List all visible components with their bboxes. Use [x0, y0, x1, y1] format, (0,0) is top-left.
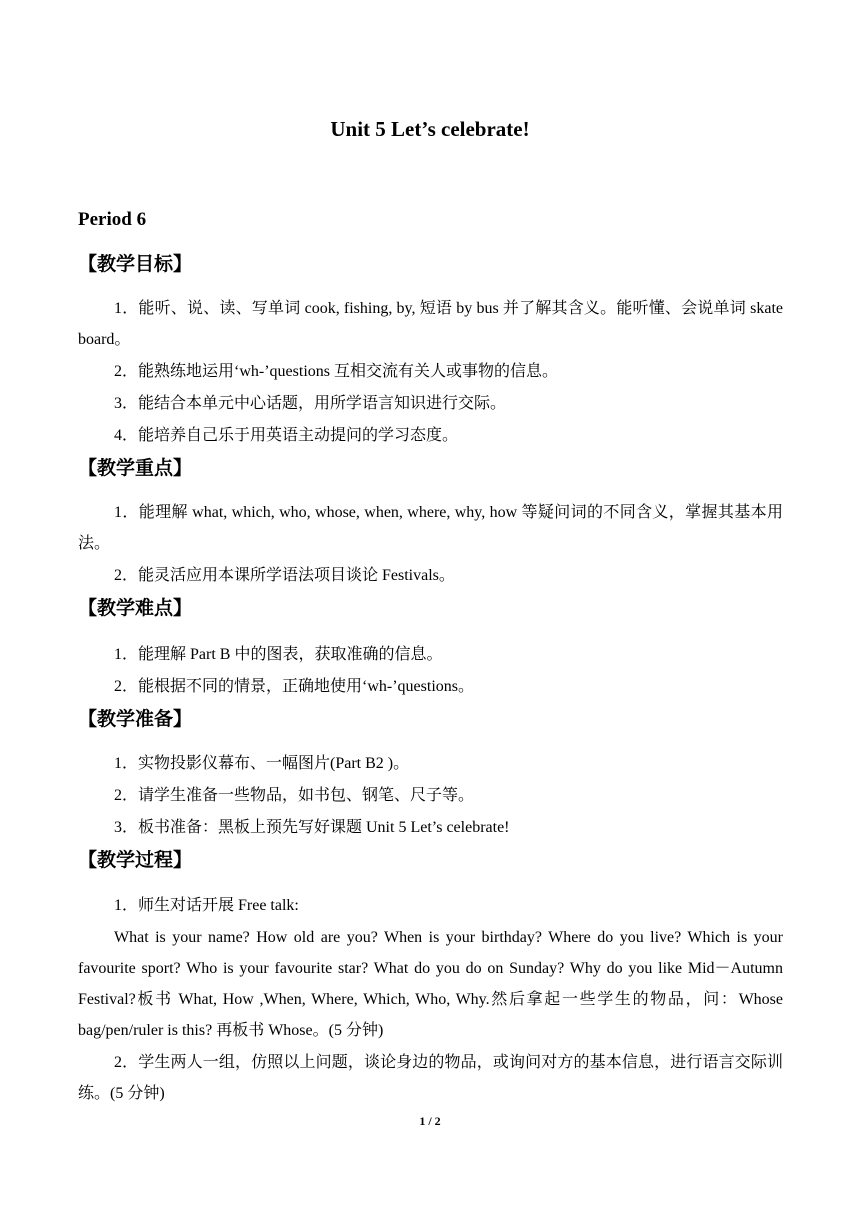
objective-item-3: 3．能结合本单元中心话题，用所学语言知识进行交际。 — [114, 395, 507, 412]
difficulties-heading: 【教学难点】 — [78, 598, 193, 619]
preparation-item-1: 1．实物投影仪幕布、一幅图片(Part B2 )。 — [114, 755, 410, 772]
preparation-item-3: 3．板书准备：黑板上预先写好课题 Unit 5 Let’s celebrate! — [114, 819, 510, 836]
document-title: Unit 5 Let’s celebrate! — [330, 117, 530, 141]
objective-item-4: 4．能培养自己乐于用英语主动提问的学习态度。 — [114, 427, 459, 444]
key-point-item-1: 1．能理解 what, which, who, whose, when, where, why, how 等疑问词的不同含义，掌握其基本用法。 — [78, 504, 783, 552]
objectives-heading: 【教学目标】 — [78, 254, 193, 275]
key-point-item-2: 2．能灵活应用本课所学语法项目谈论 Festivals。 — [114, 567, 455, 584]
objective-item-1: 1．能听、说、读、写单词 cook, fishing, by, 短语 by bus 并了解其含义。能听懂、会说单词 skate board。 — [78, 300, 783, 348]
process-item-1: 1．师生对话开展 Free talk: — [114, 897, 299, 914]
preparation-heading: 【教学准备】 — [78, 709, 193, 730]
process-item-1-dialogue: What is your name? How old are you? When is your birthday? Where do you live? Which is your favourite sport? Who is your favourite star? What do you do on Sunday? Why do you like Mid－Autumn Festival?板书 What, How ,When, Where, Which, Who, Why.然后拿起一些学生的物品，问：Whose bag/pen/ruler is this? 再板书 Whose。(5 分钟) — [78, 929, 783, 1039]
process-item-2: 2．学生两人一组，仿照以上问题，谈论身边的物品，或询问对方的基本信息，进行语言交际训练。(5 分钟) — [78, 1054, 783, 1102]
process-heading: 【教学过程】 — [78, 850, 193, 871]
page-number: 1 / 2 — [419, 1114, 441, 1128]
period-label: Period 6 — [78, 209, 147, 230]
preparation-item-2: 2．请学生准备一些物品，如书包、钢笔、尺子等。 — [114, 787, 475, 804]
difficulty-item-1: 1．能理解 Part B 中的图表，获取准确的信息。 — [114, 646, 443, 663]
key-points-heading: 【教学重点】 — [78, 458, 193, 479]
difficulty-item-2: 2．能根据不同的情景，正确地使用‘wh-’questions。 — [114, 678, 474, 695]
objective-item-2: 2．能熟练地运用‘wh-’questions 互相交流有关人或事物的信息。 — [114, 363, 558, 380]
